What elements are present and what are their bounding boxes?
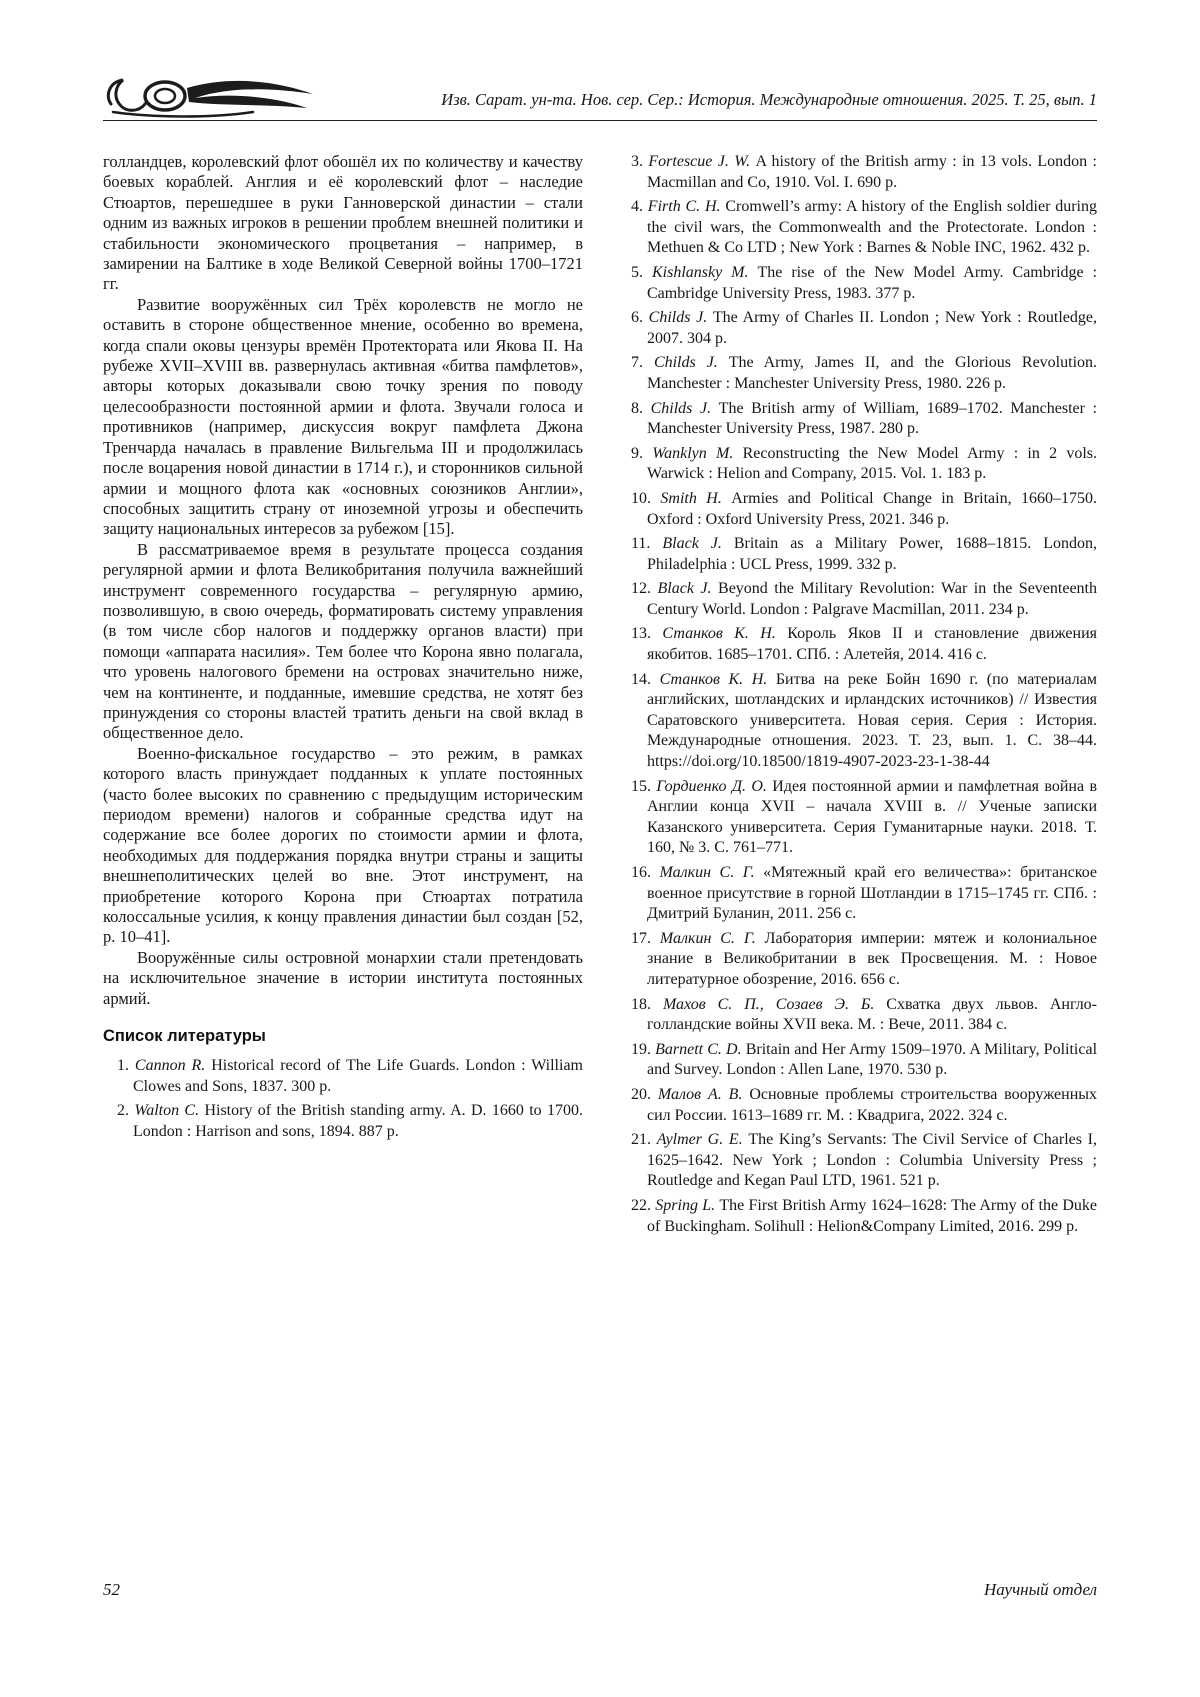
journal-ornament-icon	[103, 74, 318, 125]
reference-authors: Childs J.	[650, 399, 719, 417]
reference-authors: Малов А. В.	[657, 1085, 750, 1103]
reference-text: Cromwell’s army: A history of the English soldier during the civil wars, the Commonwealth and the Protectorate. London : Methuen & Co LTD ; New York : Barnes & Noble INC, 1962. 432 p.	[647, 198, 1097, 257]
reference-authors: Малкин С. Г.	[659, 929, 765, 947]
reference-authors: Гордиенко Д. О.	[656, 777, 773, 795]
reference-authors: Fortescue J. W.	[648, 153, 756, 170]
reference-text: The British army of William, 1689–1702. Manchester : Manchester University Press, 1987. 280 p.	[647, 399, 1098, 438]
article-paragraphs	[103, 152, 583, 1009]
reference-authors: Махов С. П., Созаев Э. Б.	[662, 995, 887, 1013]
references-list-right	[617, 152, 1097, 1237]
reference-number: 7.	[631, 354, 654, 372]
reference-number: 17.	[631, 929, 660, 947]
reference-text: «Мятежный край его величества»: британское военное присутствие в горной Шотландии в 1715–1745 гг. СПб. : Дмитрий Буланин, 2011. 256 с.	[647, 864, 1097, 923]
reference-number: 18.	[631, 995, 663, 1013]
reference-authors: Cannon R.	[134, 1057, 212, 1075]
page-number: 52	[103, 1580, 120, 1599]
reference-item	[617, 534, 1097, 575]
paragraph: голландцев, королевский флот обошёл их по количеству и качеству боевых кораблей. Англия и её королевский флот – наследие Стюартов, перешедшее в руки Ганноверской династии – стали одним из важных игроков в решении проблем внешней политики и стабильности экономического процветания – например, в замирении на Балтике в ходе Великой Северной войны 1700–1721 гг.	[103, 152, 583, 294]
reference-text: A history of the British army : in 13 vols. London : Macmillan and Co, 1910. Vol. I. 690 p.	[647, 153, 1097, 191]
reference-number: 9.	[631, 444, 653, 462]
reference-text: Идея постоянной армии и памфлетная война в Англии конца XVII – начала XVIII в. // Ученые записки Казанского университета. Серия Гуманитарные науки. 2018. Т. 160, № 3. С. 761–771.	[647, 777, 1098, 857]
reference-text: Reconstructing the New Model Army : in 2 vols. Warwick : Helion and Company, 2015. Vol. 1. 183 p.	[647, 444, 1097, 483]
reference-item	[617, 1085, 1097, 1126]
reference-text: Historical record of The Life Guards. London : William Clowes and Sons, 1837. 300 p.	[133, 1057, 583, 1095]
reference-item	[617, 197, 1097, 259]
reference-item	[617, 863, 1097, 925]
reference-number: 8.	[631, 399, 651, 417]
reference-item	[617, 353, 1097, 394]
page-header	[103, 72, 1097, 118]
reference-item	[617, 670, 1097, 773]
reference-authors: Станков К. Н.	[659, 670, 776, 688]
reference-text: The Army of Charles II. London ; New York : Routledge, 2007. 304 p.	[647, 309, 1098, 347]
reference-text: The First British Army 1624–1628: The Army of the Duke of Buckingham. Solihull : Helion&Company Limited, 2016. 299 p.	[647, 1196, 1097, 1235]
article-body	[103, 152, 1097, 1241]
reference-item	[617, 624, 1097, 665]
reference-text: Основные проблемы строительства вооруженных сил России. 1613–1689 гг. М. : Квадрига, 2022. 324 с.	[647, 1085, 1098, 1124]
reference-number: 19.	[631, 1040, 656, 1058]
journal-header-title: Изв. Сарат. ун-та. Нов. сер. Сер.: История. Международные отношения. 2025. Т. 25, вып. 1	[441, 90, 1097, 109]
references-list-left	[103, 1056, 583, 1142]
paragraph: Развитие вооружённых сил Трёх королевств не могло не оставить в стороне общественное мнение, особенно во времена, когда спали оковы цензуры времён Протектората или Якова II. На рубеже XVII–XVIII вв. развернулась активная «битва памфлетов», авторы которых доказывали свою точку зрения по поводу целесообразности постоянной армии и флота. Звучали голоса и противников (например, дискуссия вокруг памфлета Джона Тренчарда началась в правление Вильгельма III и продолжилась после воцарения новой династии в 1714 г.), и сторонников сильной армии и мощного флота как «основных союзников Англии», способных защитить страну от иноземной угрозы и обеспечить защиту национальных интересов за рубежом [15].	[103, 294, 583, 539]
reference-item	[617, 399, 1097, 440]
reference-number: 20.	[631, 1085, 658, 1103]
reference-text: Битва на реке Бойн 1690 г. (по материалам английских, шотландских и ирландских источников) // Известия Саратовского университета. Новая серия. Серия : История. Международные отношения. 2023. Т. 23, вып. 1. С. 38–44. https://doi.org/10.18500/1819-4907-2023-23-1-38-44	[647, 670, 1098, 771]
reference-authors: Wanklyn M.	[652, 444, 743, 462]
reference-authors: Childs J.	[653, 354, 729, 372]
reference-authors: Black J.	[657, 580, 719, 598]
header-rule	[103, 120, 1097, 121]
reference-item	[617, 152, 1097, 193]
page-footer	[103, 1580, 1097, 1600]
reference-item	[617, 1130, 1097, 1192]
paragraph: В рассматриваемое время в результате процесса создания регулярной армии и флота Великобритания получила важнейший инструмент современного государства – регулярную армию, позволившую, в свою очередь, форматировать систему управления (в том числе сбор налогов и поддержку органов власти) при помощи «аппарата насилия». Тем более что Корона явно полагала, что уровень налогового бремени на островах значительно ниже, чем на континенте, и подданные, имевшие средства, не хотят без принуждения со стороны властей тратить деньги на свой вклад в общественное дело.	[103, 539, 583, 743]
reference-number: 14.	[631, 670, 660, 688]
reference-number: 11.	[631, 535, 663, 553]
reference-number: 2.	[117, 1102, 135, 1120]
reference-item	[103, 1101, 583, 1142]
reference-authors: Firth C. H.	[647, 198, 726, 216]
reference-authors: Black J.	[662, 535, 734, 553]
reference-item	[617, 579, 1097, 620]
paragraph: Военно-фискальное государство – это режим, в рамках которого власть принуждает подданных к уплате постоянных (часто более высоких по сравнению с предыдущим историческим периодом времени) налогов и собранные средства идут на содержание все более дорогих по стоимости армии и флота, необходимых для поддержания порядка внутри страны и защиты внешнеполитических целей во вне. Этот инструмент, на приобретение которого Корона при Стюартах потратила колоссальные усилия, к концу правления династии был создан [52, р. 10–41].	[103, 743, 583, 947]
reference-number: 3.	[631, 153, 649, 170]
reference-authors: Станков К. Н.	[662, 625, 788, 643]
reference-text: The King’s Servants: The Civil Service of Charles I, 1625–1642. New York ; London : Columbia University Press ; Routledge and Kegan Paul LTD, 1961. 521 p.	[647, 1131, 1097, 1190]
reference-item	[617, 444, 1097, 485]
reference-number: 4.	[631, 198, 648, 216]
reference-number: 21.	[631, 1131, 657, 1149]
reference-number: 12.	[631, 580, 658, 598]
reference-authors: Aylmer G. E.	[656, 1131, 749, 1149]
reference-number: 15.	[631, 777, 657, 795]
reference-item	[617, 489, 1097, 530]
reference-text: Beyond the Military Revolution: War in the Seventeenth Century World. London : Palgrave Macmillan, 2011. 234 p.	[647, 580, 1097, 618]
reference-item	[617, 995, 1097, 1036]
reference-item	[103, 1056, 583, 1097]
reference-number: 10.	[631, 489, 661, 507]
reference-text: Король Яков II и становление движения якобитов. 1685–1701. СПб. : Алетейя, 2014. 416 с.	[647, 625, 1097, 664]
reference-authors: Spring L.	[655, 1196, 720, 1214]
references-heading: Список литературы	[103, 1027, 266, 1046]
reference-number: 16.	[631, 864, 660, 881]
reference-authors: Walton C.	[134, 1102, 205, 1120]
reference-authors: Smith H.	[660, 489, 732, 507]
left-column	[103, 152, 583, 1241]
right-column	[617, 152, 1097, 1241]
reference-number: 13.	[631, 625, 663, 643]
paragraph: Вооружённые силы островной монархии стали претендовать на исключительное значение в истории института постоянных армий.	[103, 947, 583, 1008]
reference-item	[617, 777, 1097, 859]
reference-text: The Army, James II, and the Glorious Revolution. Manchester : Manchester University Press, 1980. 226 p.	[647, 354, 1098, 392]
reference-number: 6.	[631, 309, 649, 327]
reference-authors: Childs J.	[648, 309, 713, 327]
reference-item	[617, 1040, 1097, 1081]
reference-text: Britain and Her Army 1509–1970. A Military, Political and Survey. London : Allen Lane, 1970. 530 p.	[647, 1040, 1098, 1079]
reference-item	[617, 929, 1097, 991]
reference-text: Armies and Political Change in Britain, 1660–1750. Oxford : Oxford University Press, 2021. 346 p.	[647, 489, 1098, 528]
reference-authors: Barnett C. D.	[655, 1040, 746, 1058]
reference-text: Britain as a Military Power, 1688–1815. London, Philadelphia : UCL Press, 1999. 332 p.	[647, 535, 1098, 573]
reference-text: History of the British standing army. A. D. 1660 to 1700. London : Harrison and sons, 1894. 887 p.	[133, 1102, 584, 1140]
reference-text: Лаборатория империи: мятеж и колониальное знание в Великобритании в век Просвещения. М. : Новое литературное обозрение, 2016. 656 с.	[647, 929, 1098, 988]
reference-item	[617, 263, 1097, 304]
reference-authors: Малкин С. Г.	[659, 864, 764, 881]
reference-item	[617, 308, 1097, 349]
reference-text: The rise of the New Model Army. Cambridge : Cambridge University Press, 1983. 377 p.	[647, 263, 1098, 302]
reference-item	[617, 1196, 1097, 1237]
footer-section-label: Научный отдел	[983, 1580, 1097, 1599]
reference-number: 22.	[631, 1196, 656, 1214]
reference-authors: Kishlansky M.	[651, 263, 758, 281]
reference-number: 1.	[117, 1057, 135, 1075]
reference-text: Схватка двух львов. Англо-голландские войны XVII века. М. : Вече, 2011. 384 с.	[647, 995, 1098, 1034]
reference-number: 5.	[631, 263, 652, 281]
